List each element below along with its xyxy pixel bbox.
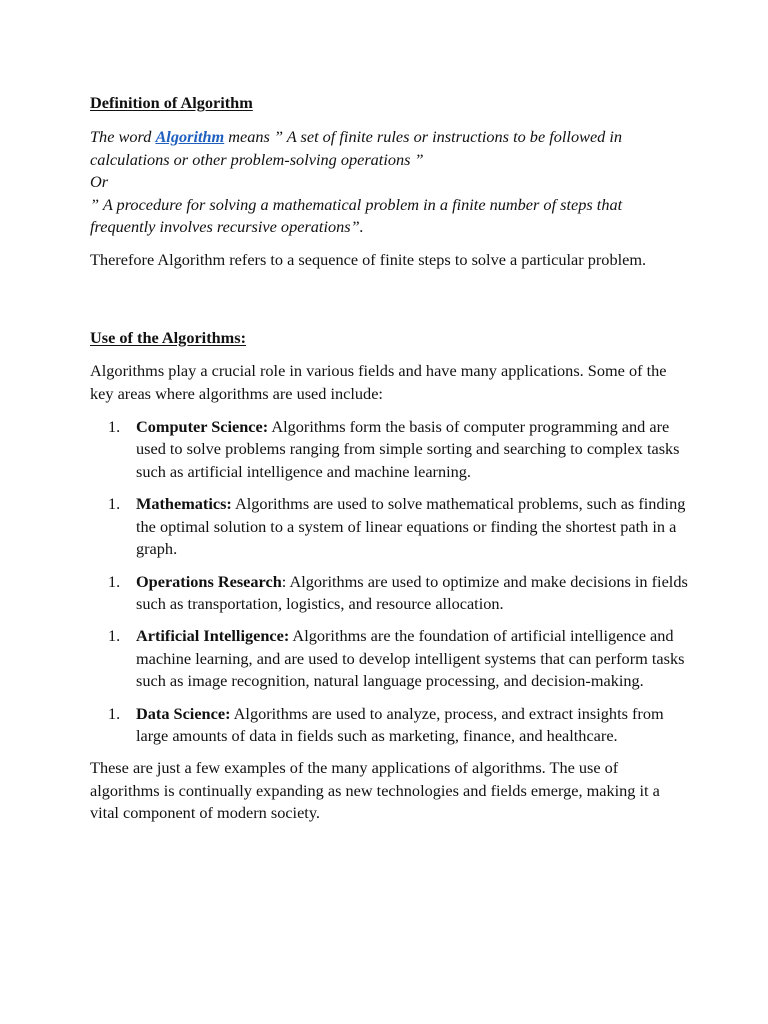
list-number: 1. bbox=[108, 703, 121, 723]
therefore-paragraph: Therefore Algorithm refers to a sequence of finite steps to solve a particular problem. bbox=[90, 250, 647, 270]
document-page bbox=[90, 92, 690, 825]
item-title: Data Science: bbox=[136, 703, 231, 723]
definition-prefix: The word bbox=[90, 127, 156, 147]
item-text: Algorithms form the basis of computer programming and are used to solve problems ranging from simple sorting and searching to complex tasks such as artificial intelligence and machine learning. bbox=[136, 417, 680, 481]
item-title: Computer Science: bbox=[136, 417, 269, 437]
list-number: 1. bbox=[108, 571, 121, 591]
definition-line-1 bbox=[90, 126, 690, 148]
list-item-data-science bbox=[90, 703, 690, 748]
item-text: Algorithms are used to analyze, process, and extract insights from large amounts of data in fields such as marketing, finance, and healthcare. bbox=[136, 703, 664, 745]
list-number: 1. bbox=[108, 417, 121, 437]
item-title: Mathematics: bbox=[136, 494, 232, 514]
item-text: Algorithms are the foundation of artificial intelligence and machine learning, and are used to develop intelligent systems that can perform tasks such as image recognition, natural language processing, and decision-making. bbox=[136, 626, 685, 691]
definition-line-3: ” A procedure for solving a mathematical problem in a finite number of steps that bbox=[90, 194, 623, 214]
list-item-artificial-intelligence bbox=[90, 625, 690, 692]
uses-list bbox=[90, 416, 690, 747]
definition-heading: Definition of Algorithm bbox=[90, 93, 253, 112]
definition-suffix: means ” A set of finite rules or instructions to be followed in bbox=[224, 127, 623, 147]
uses-heading: Use of the Algorithms: bbox=[90, 327, 247, 347]
list-number: 1. bbox=[108, 626, 121, 646]
item-text: : Algorithms are used to optimize and make decisions in fields such as transportation, logistics, and resource allocation. bbox=[136, 571, 688, 613]
closing-paragraph: These are just a few examples of the many applications of algorithms. The use of algorithms is continually expanding as new technologies and fields emerge, making it a vital component of modern society. bbox=[90, 758, 660, 823]
list-item-computer-science bbox=[90, 416, 690, 483]
list-item-operations-research bbox=[90, 571, 690, 616]
item-title: Operations Research bbox=[136, 571, 282, 591]
list-item-mathematics bbox=[90, 493, 690, 560]
algorithm-link[interactable]: Algorithm bbox=[155, 127, 225, 147]
item-title: Artificial Intelligence: bbox=[136, 626, 290, 646]
definition-line-2: calculations or other problem-solving operations ” bbox=[90, 149, 424, 169]
item-text: Algorithms are used to solve mathematical problems, such as finding the optimal solution to a system of linear equations or finding the shortest path in a graph. bbox=[136, 494, 686, 559]
uses-intro: Algorithms play a crucial role in various fields and have many applications. Some of the key areas where algorithms are used include: bbox=[90, 361, 667, 403]
list-number: 1. bbox=[108, 494, 121, 514]
definition-quote bbox=[90, 126, 690, 238]
definition-or: Or bbox=[90, 172, 109, 192]
definition-line-4: frequently involves recursive operations”. bbox=[90, 217, 364, 237]
